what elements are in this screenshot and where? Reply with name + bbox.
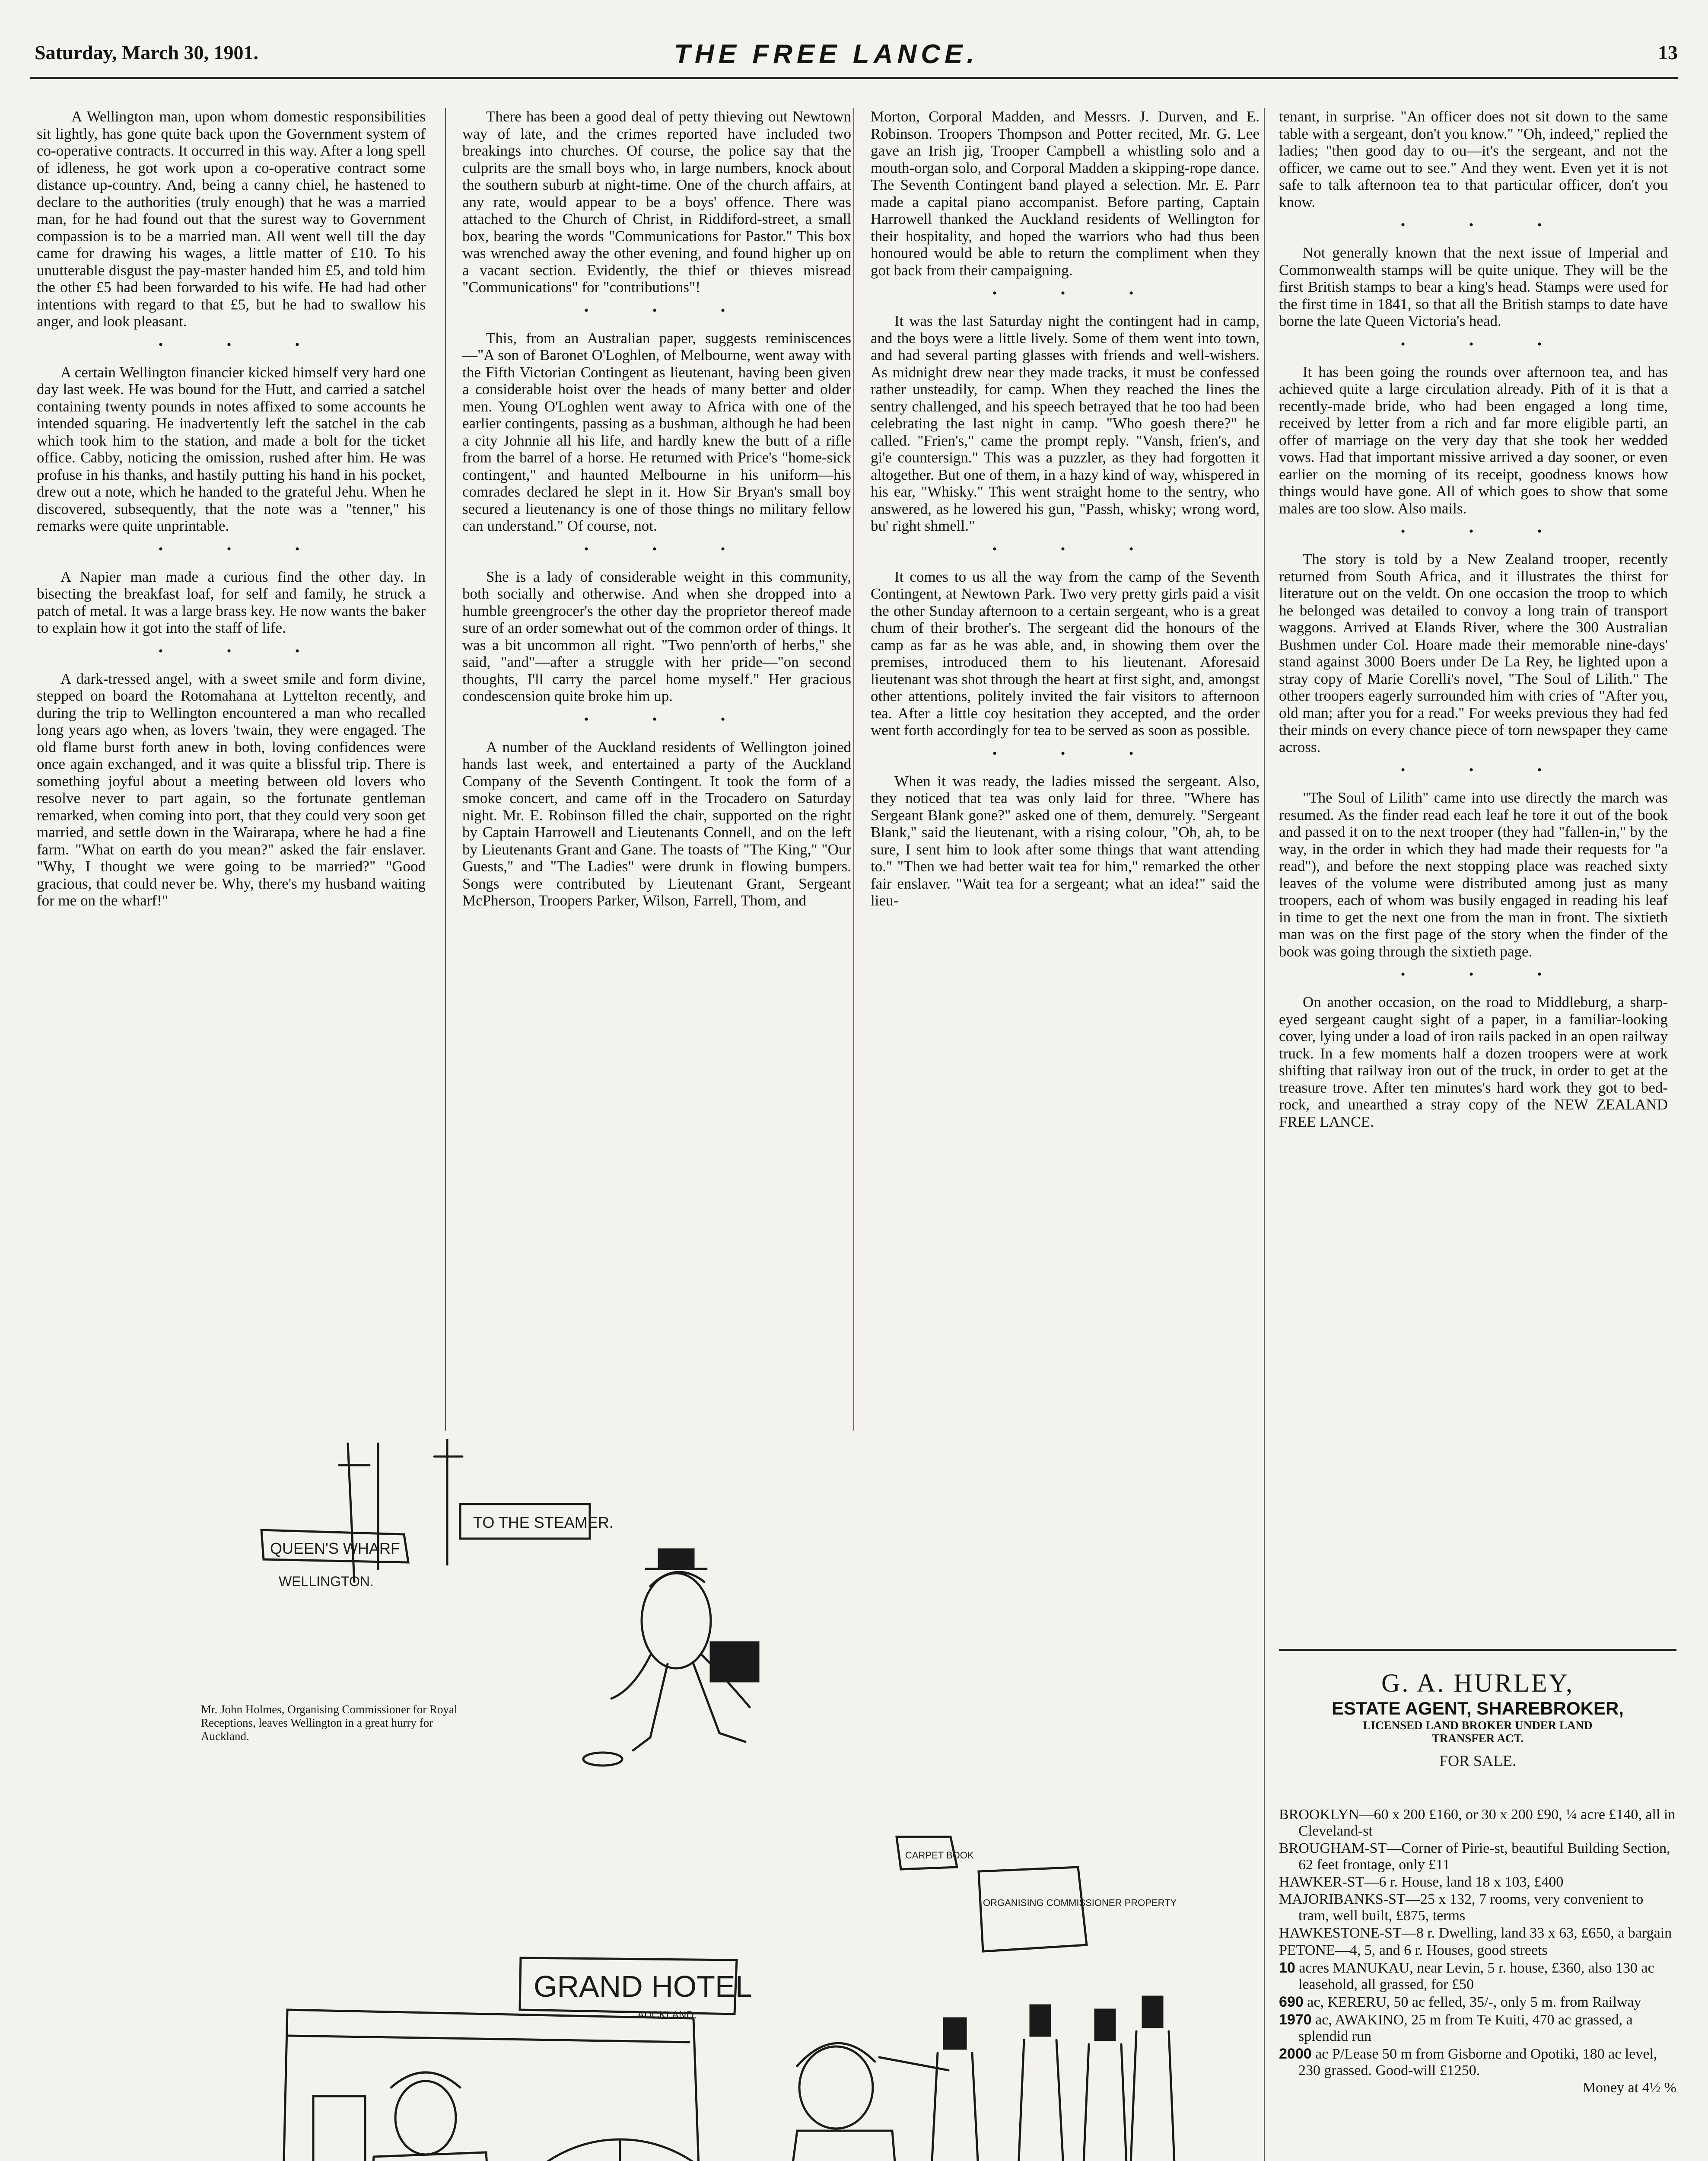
column-1 [37, 108, 426, 915]
signpost-label: TO THE STEAMER. [473, 1514, 614, 1531]
article-paragraph: This, from an Australian paper, suggests reminiscences —"A son of Baronet O'Loghlen, of Melbourne, went away with the Fifth Victorian Contingent as lieutenant, having been given a considerable hoist over the heads of many better and older men. Young O'Loghlen went away to Africa with one of the earlier contingents, passing as a bushman, although he had been a city Johnnie all his life, and hardly knew the butt of a rifle from the barrel of a horse. He returned with Price's "home-sick contingent," and haunted Melbourne in his uniform—his comrades declared he slept in it. How Sir Bryan's small boy secured a lieutenancy is one of those things no military fellow can understand." Of course, not. [462, 329, 851, 534]
listing-item: HAWKESTONE-ST—8 r. Dwelling, land 33 x 63, £650, a bargain [1279, 1925, 1672, 1941]
article-paragraph: When it was ready, the ladies missed the sergeant. Also, they noticed that tea was only laid for three. "Where has Sergeant Blank gone?" asked one of them, demurely. "Sergeant Blank," said the lieutenant, with a rising colour, "Oh, ah, to be sure, I sent him to look after some things that want attending to." "Then we had better wait tea for him," remarked the other fair enslaver. "Wait tea for a sergeant; what an idea!" said the lieu- [871, 772, 1260, 909]
listing-item: BROOKLYN—60 x 200 £160, or 30 x 200 £90, ¼ acre £140, all in Cleveland-st [1279, 1807, 1676, 1839]
article-paragraph: A certain Wellington financier kicked himself very hard one day last week. He was bound for the Hutt, and carried a satchel containing twenty pounds in notes affixed to some accounts he intended squaring. He inadvertently left the satchel in the cab which took him to the station, and made a bolt for the ticket office. Cabby, noticing the omission, rushed after him. He was profuse in his thanks, and hastily putting his hand in his pocket, drew out a note, which he handed to the grateful Jehu. When he discovered, subsequently, that the note was a "tenner," his remarks were quite unprintable. [37, 363, 426, 534]
listing-acres: 1970 [1279, 2011, 1312, 2028]
column-divider [445, 108, 446, 1431]
hurley-listings [1279, 1807, 1676, 2096]
listing-item: HAWKER-ST—6 r. House, land 18 x 103, £400 [1279, 1874, 1564, 1890]
separator: • • • [1400, 524, 1572, 539]
listing-item [1279, 1994, 1676, 2011]
listing-acres: 690 [1279, 1994, 1304, 2010]
listing-item: BROUGHAM-ST—Corner of Pirie-st, beautiful Building Section, 62 feet frontage, only £11 [1279, 1840, 1670, 1873]
listing-item [1279, 1960, 1676, 1993]
article-paragraph: A Wellington man, upon whom domestic responsibilities sit lightly, has gone quite back upon the Government system of co-operative contracts. It occurred in this way. After a long spell of idleness, he got work upon a co-operative contract some distance up-country. And, being a canny chiel, he hastened to declare to the authorities (truly enough) that he was a married man, for he had found out that the surest way to Government compassion is to be a married man. All went well till the day came for drawing his wages, a little matter of £10. To his unutterable disgust the pay-master handed him £5, and told him the other £5 had been forwarded to his wife. He had had other intentions with regard to that £5, but he had to swallow his anger, and look pleasant. [37, 108, 426, 330]
separator: • • • [1400, 218, 1572, 232]
masthead-date: Saturday, March 30, 1901. [35, 41, 258, 64]
separator: • • • [158, 644, 330, 658]
hurley-ad [1279, 1668, 1676, 1770]
column-4 [1279, 108, 1668, 1135]
article-paragraph: It comes to us all the way from the camp of the Seventh Contingent, at Newtown Park. Two very pretty girls paid a visit the other Sunday afternoon to a certain sergeant, who is a great chum of their brother's. The sergeant did the honours of the camp as far as he was able, and, in showing them over the premises, introduced them to his lieutenant. Aforesaid lieutenant was shot through the heart at first sight, and, amongst other attentions, politely invited the fair visitors to afternoon tea. After a little coy hesitation they accepted, and the order went forth accordingly for tea to be served as soon as possible. [871, 568, 1260, 739]
separator: • • • [584, 303, 756, 318]
article-paragraph: Morton, Corporal Madden, and Messrs. J. Durven, and E. Robinson. Troopers Thompson and Potter recited, Mr. G. Lee gave an Irish jig, Trooper Campbell a whistling solo and a mouth-organ solo, and Corporal Madden a skipping-rope dance. The Seventh Contingent band played a selection. Mr. E. Parr made a capital piano accompanist. Before parting, Captain Harrowell thanked the Auckland residents of Wellington for their hospitality, and hoped the warriors who had thus been honoured would be able to return the compliment when they got back from their campaigning. [871, 108, 1260, 279]
article-paragraph: A number of the Auckland residents of Wellington joined hands last week, and entertained a party of the Auckland Company of the Seventh Contingent. It took the form of a smoke concert, and came off in the Trocadero on Saturday night. Mr. E. Robinson filled the chair, supported on the right by Captain Harrowell and Lieutenants Connell, and on the left by Lieutenants Grant and Gane. The toasts of "The King," "Our Guests," and "The Ladies" were drunk in flowing bumpers. Songs were contributed by Lieutenant Grant, Sergeant McPherson, Troopers Parker, Wilson, Farrell, Thom, and [462, 738, 851, 909]
listing-item [1279, 2046, 1676, 2079]
money-rate: Money at 4½ % [1582, 2080, 1676, 2096]
article-paragraph: A Napier man made a curious find the other day. In bisecting the breakfast loaf, for self and family, he struck a patch of metal. It was a large brass key. He now wants the baker to explain how it got into the staff of life. [37, 568, 426, 636]
listing-item: PETONE—4, 5, and 6 r. Houses, good streets [1279, 1942, 1548, 1958]
listing-item [1279, 2011, 1676, 2045]
article-paragraph: "The Soul of Lilith" came into use directly the march was resumed. As the finder read each leaf he tore it out of the book and passed it on to the next trooper (they had "fallen-in," by the way, in the order in which they had made their requests for "a read"), and before the next stopping place was reached sixty leaves of the volume were distributed among just as many troopers, each of whom was busily engaged in reading his leaf in time to get the next one from the man in front. The sixtieth man was on the first page of the story when the finder of the book was going through the sixtieth page. [1279, 789, 1668, 960]
column-2 [462, 108, 851, 915]
column-divider [1264, 108, 1265, 2161]
separator: • • • [992, 542, 1164, 556]
listing-item: MAJORIBANKS-ST—25 x 132, 7 rooms, very convenient to tram, well built, £875, terms [1279, 1891, 1644, 1924]
page-number: 13 [1658, 41, 1678, 64]
masthead-title: THE FREE LANCE. [674, 39, 979, 69]
article-paragraph: A dark-tressed angel, with a sweet smile and form divine, stepped on board the Rotomahana at Lyttelton recently, and during the trip to Wellington encountered a man who recalled long years ago when, as lovers 'twain, they were engaged. The old flame burst forth anew in both, loving confidences were once again exchanged, and it was quite a blissful trip. There is something joyful about a meeting between old lovers who resolve never to part again, so the fortunate gentleman remarked, when coming into port, that they could very soon get married, and settle down in the Wairarapa, where he had a fine farm. "What on earth do you mean?" asked the fair enslaver. "Why, I thought we were going to be married?" "Good gracious, that could never be. Why, there's my husband waiting for me on the wharf!" [37, 670, 426, 909]
separator: • • • [158, 542, 330, 556]
column-3 [871, 108, 1260, 915]
separator: • • • [992, 746, 1164, 761]
listing-text: acres MANUKAU, near Levin, 5 r. house, £360, also 130 ac leasehold, all grassed, for £50 [1298, 1960, 1654, 1992]
article-paragraph: tenant, in surprise. "An officer does not sit down to the same table with a sergeant, don't you know." "Oh, indeed," replied the ladies; "then good day to ou—it's the sergeant, and not the officer, we came out to see." And they went. Even yet it is not safe to talk afternoon tea to that particular officer, don't you know. [1279, 108, 1668, 210]
article-paragraph: It has been going the rounds over afternoon tea, and has achieved quite a large circulation already. Pith of it is that a recently-made bride, who had been engaged a long time, received by letter from a rich and far more eligible parti, an offer of marriage on the very day that she took her wedded vows. Had that important missive arrived a day sooner, or even earlier on the morning of its receipt, goodness knows how things would have gone. All of which goes to show that some males are too slow. Also mails. [1279, 363, 1668, 517]
separator: • • • [1400, 337, 1572, 351]
advertiser-licence: LICENSED LAND BROKER UNDER LAND TRANSFER ACT. [1363, 1719, 1593, 1745]
separator: • • • [158, 337, 330, 352]
article-paragraph: There has been a good deal of petty thieving out Newtown way of late, and the crimes reported have included two breakings into churches. Of course, the police say that the culprits are the small boys who, in large numbers, knock about the southern suburb at night-time. One of the church affairs, at any rate, would appear to be a boys' offence. There was attached to the Church of Christ, in Riddiford-street, a small box, bearing the words "Communications for Pastor." This box was wrenched away the other evening, and found higher up on a vacant section. Evidently, the thief or thieves misread "Communications" for "contributions"! [462, 108, 851, 296]
signpost-label: QUEEN'S WHARF [270, 1539, 400, 1557]
cartoon-illustration [37, 1439, 1255, 2161]
separator: • • • [992, 286, 1164, 300]
separator: • • • [1400, 967, 1572, 982]
listing-text: ac, AWAKINO, 25 m from Te Kuiti, 470 ac grassed, a splendid run [1298, 2012, 1633, 2044]
article-paragraph: She is a lady of considerable weight in this community, both socially and otherwise. And when she dropped into a humble greengrocer's the other day the proprietor thereof made sure of an order somewhat out of the common order of things. It was a bit uncommon all right. "Two penn'orth of herbs," she said, "and"—after a struggle with her pride—"on second thoughts, I'll carry the parcel home myself." Her gracious condescension quite broke him up. [462, 568, 851, 704]
cartoon-caption-top: Mr. John Holmes, Organising Commissioner for Royal Receptions, leaves Wellington in a great hurry for Auckland. [201, 1703, 458, 1743]
hotel-sign: GRAND HOTEL [534, 1970, 752, 2003]
listing-text: ac P/Lease 50 m from Gisborne and Opotiki, 180 ac level, 230 grassed. Good-will £1250. [1298, 2046, 1657, 2078]
separator: • • • [584, 542, 756, 556]
column-divider [853, 108, 854, 1431]
listing-acres: 10 [1279, 1960, 1295, 1976]
signpost-label: WELLINGTON. [279, 1574, 374, 1589]
article-paragraph: The story is told by a New Zealand trooper, recently returned from South Africa, and it illustrates the thirst for literature out on the veldt. On one occasion the troop to which he belonged was detailed to convoy a long train of transport waggons. Arrived at Elands River, where the 300 Australian Bushmen under Col. Hoare made their memorable nine-days' stand against 3000 Boers under De La Rey, he lighted upon a stray copy of Marie Corelli's novel, "The Soul of Lilith." The other troopers eagerly surrounded him with cries of "After you, old man; after you for a read." For weeks previous they had fed their minds on every chance piece of torn newspaper they came across. [1279, 551, 1668, 755]
listing-text: ac, KERERU, 50 ac felled, 35/-, only 5 m. from Railway [1307, 1994, 1641, 2010]
article-paragraph: On another occasion, on the road to Middleburg, a sharp-eyed sergeant caught sight of a paper, in a familiar-looking cover, lying under a load of iron rails packed in an open railway truck. In a few moments half a dozen troopers were at work shifting that railway iron out of the truck, in order to get at the treasure trove. After ten minutes's hard work they got to bed-rock, and unearthed a stray copy of the NEW ZEALAND FREE LANCE. [1279, 994, 1668, 1130]
bag-label: CARPET BOOK [905, 1850, 974, 1861]
masthead-rule [30, 77, 1678, 79]
ad-rule [1279, 1649, 1676, 1651]
bag-label: ORGANISING COMMISSIONER PROPERTY [983, 1897, 1177, 1908]
hotel-sign-city: AUCKLAND. [637, 2009, 697, 2021]
article-paragraph: Not generally known that the next issue of Imperial and Commonwealth stamps will be quite unique. They will be the first British stamps to bear a king's head. Stamps were used for the first time in 1841, so that all the British stamps to date have borne the late Queen Victoria's head. [1279, 244, 1668, 329]
for-sale-heading: FOR SALE. [1439, 1752, 1517, 1769]
advertiser-trade: ESTATE AGENT, SHAREBROKER, [1332, 1698, 1624, 1718]
article-paragraph: It was the last Saturday night the contingent had in camp, and the boys were a little lively. Some of them went into town, and had several parting glasses with friends and well-wishers. As midnight drew near they made tracks, it must be confessed rather unsteadily, for camp. When they reached the lines the sentry challenged, and his speech betrayed that he too had been celebrating the last night in camp. "Who goesh there?" he called. "Frien's," came the prompt reply. "Vansh, frien's, and gi'e countersign." This was a puzzler, as they had forgotten it altogether. But one of them, in a hazy kind of way, whispered in his ear, "Whisky." This went straight home to the sentry, who answered, as he lowered his gun, "Passh, whisky; wrong word, bu' right shmell." [871, 312, 1260, 534]
listing-acres: 2000 [1279, 2046, 1312, 2062]
advertiser-name: G. A. HURLEY, [1381, 1669, 1574, 1697]
separator: • • • [584, 712, 756, 727]
separator: • • • [1400, 763, 1572, 777]
